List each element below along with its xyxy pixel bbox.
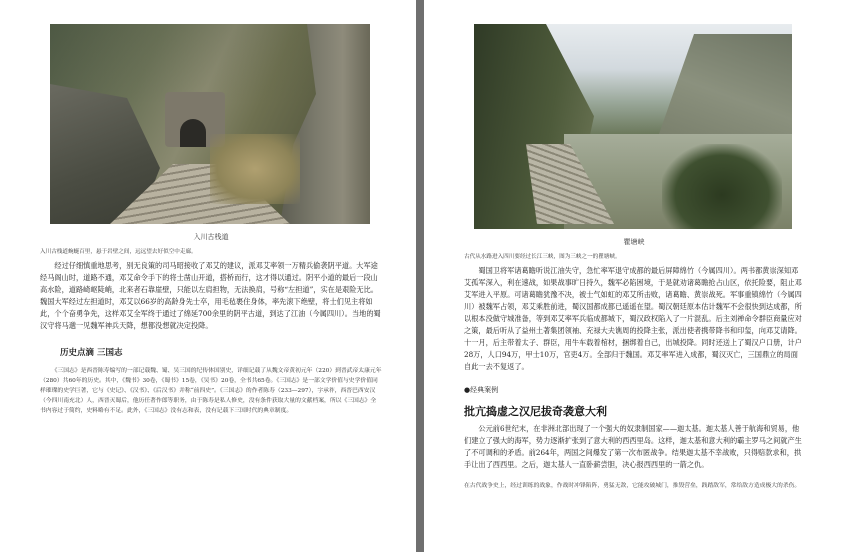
tree-foliage — [662, 144, 782, 229]
left-page — [0, 0, 416, 552]
right-page — [424, 0, 844, 552]
case-paragraph: 公元前6世纪末，在非洲北部出现了一个强大的奴隶制国家——迦太基。迦太基人善于航海和贸易，他们建立了强大的海军，势力逐渐扩张到了意大利的西西里岛。这样，迦太基和意大利的霸主罗马之间就产生了不可调和的矛盾。前264年，两国之间爆发了第一次布匿战争。结果迦太基不幸战败，只得赔款求和，拱手让出了西西里。之后，迦太基人一直卧薪尝胆，决心报西西里的一箭之仇。 — [464, 424, 802, 469]
case-label: ●经典案例 — [464, 386, 499, 394]
arch-opening — [180, 119, 206, 147]
body-paragraph: 经过仔细慎重地思考，别无良策的司马昭接收了邓艾的建议，派邓艾率领一万精兵偷袭阴平道。大军途经马阁山时，道路不通，邓艾命令手下的将士凿山开道，搭桥而行，这才得以通过。阴平小道的最后一段山高水险，道路崎岖陡峭，北来者石靠崖壁，只能以左肩担物，无法换肩，号称“左担道”，实在是艰险无比。魏国大军经过左担道时，邓艾以66岁的高龄身先士卒，用毛毡裹住身体，率先滚下绝壁，将士们见主将如此，个个奋勇争先，这样邓艾全军终于通过了绵延700余里的阴平古道，到达了江油（今属四川）。当地的蜀汉守将马邈一见魏军神兵天降，想都没想就决定投降。 — [40, 261, 381, 330]
gorge-photo — [474, 24, 792, 229]
photo-caption-text: 古代从水路进入四川要经过长江三峡，图为三峡之一的瞿塘峡。 — [464, 254, 621, 260]
photo-caption-title: 瞿塘峡 — [623, 238, 645, 246]
note-paragraph: 在古代战争史上，经过训练的战象，作战时冲锋陷阵，勇猛无敌，它能攻破城门，推毁营垒，践踏敌军，常给敌方造成极大的杀伤。 — [464, 483, 801, 489]
body-paragraph: 蜀国卫将军诸葛瞻听说江油失守，急忙率军退守成都的最后屏障绵竹（今属四川）。两书都黄崇深知邓艾孤军深入，利在速战，如果战事旷日持久，魏军必陷困境，于是就劝诸葛瞻抢占山区，依托险要，阻止邓艾军进入平原。可诸葛瞻犹豫不决，被士气如虹的邓艾所击败，诸葛瞻、黄崇战死。军事重镇绵竹（今属四川）被魏军占领，邓艾乘胜前进，蜀汉国都成都已遥遥在望。蜀汉朝廷原本估计魏军不会很快到达成都，所以根本没做守城准备，等到邓艾率军兵临成都城下，蜀汉政权陷入了一片混乱。后主刘禅命令群臣商量应对之策，最后听从了益州土著集团领袖、充禄大夫谯周的投降主张，派出使者携带降书和印玺，向邓艾请降。十一月，后主带着太子、群臣，用牛车载着棺材，捆绑着自己，出城投降。同时还送上了蜀汉户口册，计户28万，人口94万，甲士10万，官吏4万。全部归于魏国。邓艾率军进入成都，蜀汉灭亡，三国鼎立的局面自此一去不复返了。 — [464, 266, 802, 371]
section-heading: 历史点滴 三国志 — [60, 348, 123, 358]
grass-patch — [210, 134, 300, 204]
page-gutter — [416, 0, 424, 552]
history-paragraph: 《三国志》是西晋陈寿编写的一部记载魏、蜀、吴三国的纪传体国别史，详细记载了从魏文帝黄初元年（220）到晋武帝太康元年（280）共60年的历史。其中，《魏书》30卷，《蜀书》15卷，《吴书》20卷，全书共65卷。《三国志》是一部文学价值与史学价值同样璀璨的史学巨著，它与《史记》、《汉书》、《后汉书》并称“前四史”。《三国志》的作者陈寿（233—297），字承祚，西晋巴西安汉（今四川南充北）人，西晋灭蜀后，他历任著作郎等职务，由于陈寿是私人修史，没有条件获取大量的文献档案，所以《三国志》全书内容过于简约，史料略有不足。此外，《三国志》没有志和表，没有记载下三国时代的典章制度。 — [40, 368, 382, 414]
case-title: 批亢捣虚之汉尼拔奇袭意大利 — [464, 405, 607, 418]
ancient-road-photo — [50, 24, 370, 224]
photo-caption-title: 入川古栈道 — [193, 233, 229, 241]
photo-caption-text: 入川古栈道蜿蜒百里，悬于岩壁之间，远远望去好似空中走廊。 — [40, 249, 197, 255]
